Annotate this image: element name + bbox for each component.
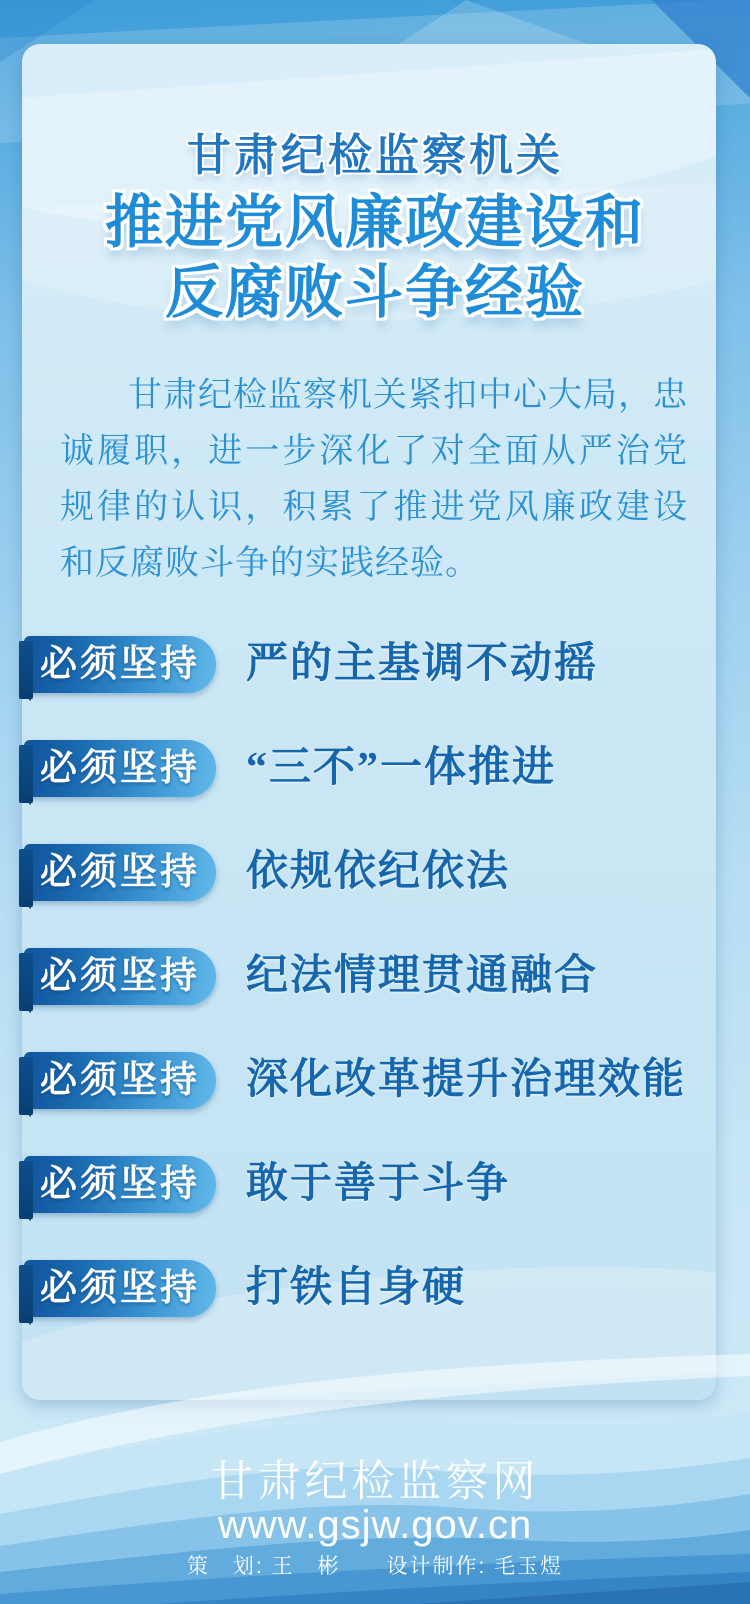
item-row (0, 844, 750, 901)
main-title-line-1: 推进党风廉政建设和 (104, 190, 645, 255)
item-text: 打铁自身硬 (246, 1265, 467, 1311)
item-row (0, 1260, 750, 1317)
item-row (0, 1156, 750, 1213)
badge-label: 必须坚持 (40, 852, 200, 893)
badge-label: 必须坚持 (40, 956, 200, 997)
item-text: 敢于善于斗争 (246, 1161, 511, 1207)
item-row (0, 636, 750, 693)
site-url: www.gsjw.gov.cn (217, 1503, 533, 1547)
items-list (0, 636, 750, 1317)
org-title: 甘肃纪检监察机关 (187, 131, 563, 180)
badge-label: 必须坚持 (40, 1268, 200, 1309)
badge-ribbon (24, 636, 216, 693)
badge-ribbon (24, 1052, 216, 1109)
item-text: “三不”一体推进 (246, 745, 557, 791)
item-row (0, 948, 750, 1005)
badge-label: 必须坚持 (40, 644, 200, 685)
item-text: 纪法情理贯通融合 (246, 953, 599, 999)
site-name: 甘肃纪检监察网 (210, 1458, 540, 1506)
badge-ribbon (24, 1260, 216, 1317)
badge-ribbon (24, 1156, 216, 1213)
badge-ribbon (24, 740, 216, 797)
credits: 策 划: 王 彬 设计制作: 毛玉煜 (186, 1555, 564, 1578)
item-text: 严的主基调不动摇 (246, 641, 599, 687)
badge-ribbon (24, 844, 216, 901)
item-text: 深化改革提升治理效能 (246, 1057, 687, 1103)
badge-label: 必须坚持 (40, 748, 200, 789)
item-row (0, 740, 750, 797)
badge-label: 必须坚持 (40, 1060, 200, 1101)
intro-paragraph: 甘肃纪检监察机关紧扣中心大局，忠诚履职，进一步深化了对全面从严治党规律的认识，积累了推进党风廉政建设和反腐败斗争的实践经验。 (60, 377, 688, 582)
item-row (0, 1052, 750, 1109)
badge-label: 必须坚持 (40, 1164, 200, 1205)
item-text: 依规依纪依法 (246, 849, 511, 895)
badge-ribbon (24, 948, 216, 1005)
main-title-line-2: 反腐败斗争经验 (164, 260, 585, 325)
